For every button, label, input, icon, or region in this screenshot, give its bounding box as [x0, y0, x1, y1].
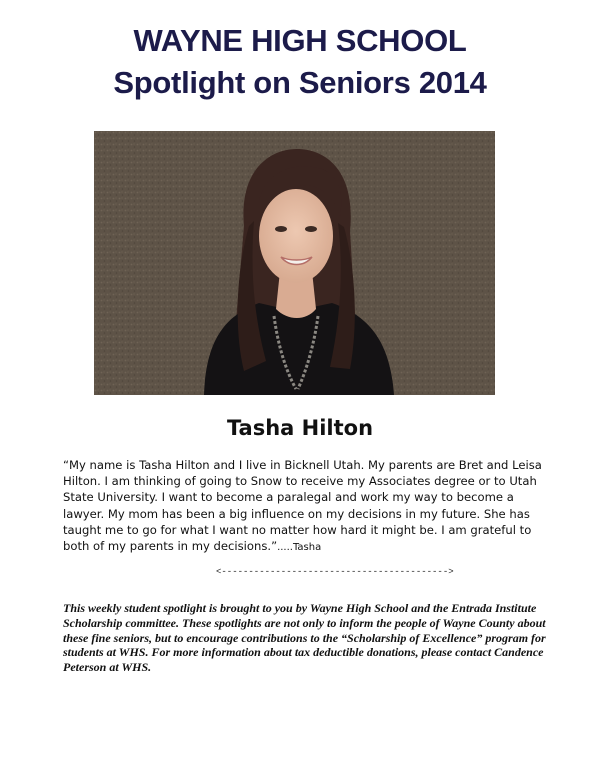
student-quote — [63, 457, 553, 556]
spotlight-title: Spotlight on Seniors 2014 — [113, 65, 487, 100]
sponsor-note: This weekly student spotlight is brought to you by Wayne High School and the Entrada Institute Scholarship committee. These spotlights are not only to inform the people of Wayne County about these fine seniors, but to encourage contributions to the “Scholarship of Excellence” program for students at WHS. For more information about tax deductible donations, please contact Candence Peterson at WHS. — [63, 601, 546, 675]
student-photo — [94, 131, 495, 395]
quote-text: “My name is Tasha Hilton and I live in Bicknell Utah. My parents are Bret and Leisa Hilton. I am thinking of going to Snow to receive my Associates degree or to Utah State University. I want to become a paralegal and work my way to become a lawyer. My mom has been a big influence on my decisions in my future. She has taught me to go for what I want no matter how hard it might be. I am grateful to both of my parents in my decisions.” — [63, 458, 542, 554]
student-name: Tasha Hilton — [226, 416, 374, 440]
arrow-divider: <------------------------------------------> — [216, 567, 454, 577]
quote-signature: .....Tasha — [277, 542, 322, 554]
school-title: WAYNE HIGH SCHOOL — [133, 23, 467, 58]
